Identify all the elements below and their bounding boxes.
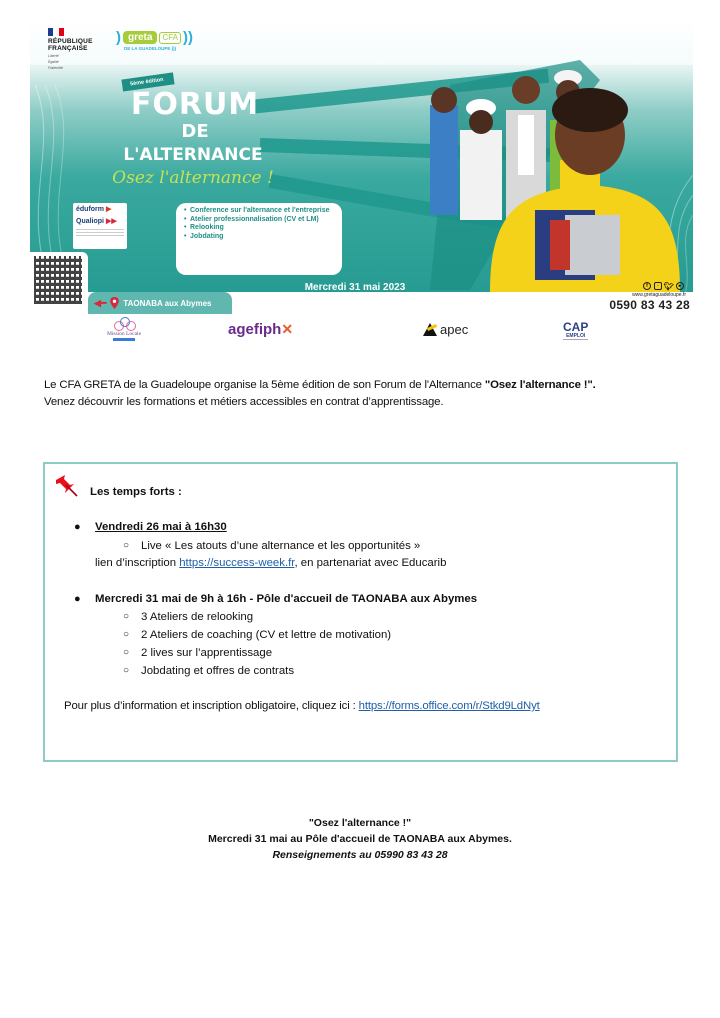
highlights-box [43, 462, 678, 762]
qr-code[interactable] [34, 256, 82, 304]
agefiph-logo [228, 321, 293, 338]
sub-item-text: Jobdating et offres de contrats [141, 665, 295, 677]
agefiph-label: agefiph [228, 321, 282, 338]
intro-text: Le CFA GRETA de la Guadeloupe organise la 5ème édition de son Forum de l'Alternance [44, 379, 485, 391]
greta-cfa: CFA [159, 32, 181, 44]
intro-slogan: "Osez l'alternance !". [484, 379, 596, 391]
apec-label: apec [440, 322, 469, 337]
greta-paren-close: )) [183, 29, 194, 46]
closing-date-location: Mercredi 31 mai au Pôle d'accueil de TAONABA aux Abymes. [208, 833, 512, 845]
location-text: TAONABA aux Abymes [123, 298, 212, 308]
mission-locale-circles-icon [104, 317, 144, 331]
bullet-icon: ● [74, 521, 81, 533]
circle-bullet-icon: ○ [123, 647, 130, 658]
cap-label: CAP [563, 320, 589, 334]
motto-fraternite: Fraternité [48, 66, 63, 70]
intro-paragraph [44, 377, 704, 411]
contact-phone: 0590 83 43 28 [609, 298, 690, 312]
circle-bullet-icon: ○ [123, 611, 130, 622]
circle-bullet-icon: ○ [123, 629, 130, 640]
program-item: • Jobdating [184, 233, 334, 242]
contact-block [590, 282, 690, 312]
eduform-label: éduform [76, 206, 104, 213]
hero-photo-collage [430, 60, 690, 292]
arrow-left-icon: ◀━ [94, 297, 107, 308]
facebook-icon[interactable]: f [643, 282, 651, 290]
hero-illustration [430, 60, 690, 292]
flag-red [59, 28, 64, 36]
republique-francaise-logo [48, 28, 108, 70]
banner-event-date [285, 282, 425, 304]
motto-liberte: Liberté [48, 54, 59, 58]
event-title: Mercredi 31 mai de 9h à 16h - Pôle d'accueil de TAONABA aux Abymes [95, 593, 478, 605]
social-icons [590, 282, 684, 290]
qualiopi-logo [76, 217, 124, 227]
note-text: lien d’inscription [95, 557, 180, 569]
bullet-icon: ● [74, 593, 81, 605]
program-item: • Atelier professionnalisation (CV et LM) [184, 216, 334, 225]
sub-item-text: Live « Les atouts d’une alternance et les opportunités » [141, 540, 421, 552]
cap-emploi-logo [563, 321, 588, 340]
event-banner [30, 20, 693, 350]
map-pin-icon [110, 297, 119, 309]
success-week-link[interactable]: https://success-week.fr [179, 557, 295, 569]
person-nurse [430, 87, 458, 215]
program-item: • Conference sur l'alternance et l'entreprise [184, 207, 334, 216]
certification-fine-print [76, 229, 124, 237]
event-note [95, 557, 446, 569]
mission-locale-bar [113, 338, 135, 341]
closing-slogan: "Osez l'alternance !" [308, 817, 412, 829]
banner-title-forum: FORUM [130, 87, 260, 122]
program-item: • Relooking [184, 224, 334, 233]
intro-line-1 [44, 377, 704, 394]
certification-logos [73, 203, 127, 249]
sub-item-text: 3 Ateliers de relooking [141, 611, 254, 623]
registration-text: Pour plus d’information et inscription obligatoire, cliquez ici : [64, 700, 359, 712]
edition-ribbon: 5ème édition [121, 72, 174, 91]
banner-slogan: Osez l'alternance ! [112, 168, 274, 188]
mission-locale-label: Mission Locale [106, 331, 142, 337]
qualiopi-label: Qualiopi [76, 218, 104, 225]
circle [126, 321, 136, 331]
program-list [184, 207, 334, 241]
sub-item-text: 2 Ateliers de coaching (CV et lettre de motivation) [141, 629, 392, 641]
twitter-icon[interactable]: 🐦︎ [663, 281, 675, 291]
greta-subtitle: DE LA GUADELOUPE ))) [124, 46, 177, 51]
greta-paren-open: ) [116, 29, 121, 46]
circle-bullet-icon: ○ [123, 665, 130, 676]
sub-item-text: 2 lives sur l’apprentissage [141, 647, 273, 659]
banner-title-alternance: L'ALTERNANCE [123, 145, 263, 165]
qr-code-panel [30, 252, 88, 314]
program-box [176, 203, 342, 275]
pushpin-icon [53, 472, 79, 498]
emploi-label: EMPLOI [563, 333, 588, 340]
registration-form-link[interactable]: https://forms.office.com/r/Stkd9LdNyt [358, 700, 540, 712]
highlights-title: Les temps forts : [90, 486, 182, 498]
apec-mark-icon [423, 323, 437, 336]
eduform-logo [76, 205, 124, 214]
event-location [88, 292, 232, 314]
greta-word: greta [123, 31, 157, 44]
french-flag-icon [48, 28, 64, 36]
website-url[interactable]: www.gretaguadeloupe.fr [632, 292, 686, 298]
partner-logos [30, 317, 693, 347]
intro-line-2: Venez découvrir les formations et métiers accessibles en contrat d’apprentissage. [44, 396, 444, 408]
republique-name-line2: FRANÇAISE [48, 45, 88, 52]
youtube-icon[interactable]: ▸ [676, 282, 684, 290]
event-title: Vendredi 26 mai à 16h30 [95, 521, 227, 533]
registration-note [64, 700, 540, 712]
eduform-arrow-icon: ▶ [105, 206, 112, 213]
closing-block [0, 815, 720, 863]
instagram-icon[interactable]: ◦ [654, 282, 662, 290]
greta-cfa-logo [116, 30, 206, 51]
event-date-line: Mercredi 31 mai 2023 [304, 282, 406, 293]
circle-bullet-icon: ○ [123, 540, 130, 551]
note-suffix: , en partenariat avec Educarib [294, 557, 447, 569]
closing-contact: Renseignements au 05990 83 43 28 [272, 849, 448, 861]
event-hours-line: 9h/16h [339, 293, 371, 304]
banner-title-de: DE [181, 121, 209, 142]
agefiph-figure-icon: ✕ [281, 321, 294, 337]
qualiopi-arrow-icon: ▶▶ [105, 218, 117, 225]
motto-egalite: Égalité [48, 60, 59, 64]
apec-logo [423, 322, 468, 337]
republique-name-line1: RÉPUBLIQUE [48, 38, 93, 45]
mission-locale-logo [104, 317, 144, 341]
